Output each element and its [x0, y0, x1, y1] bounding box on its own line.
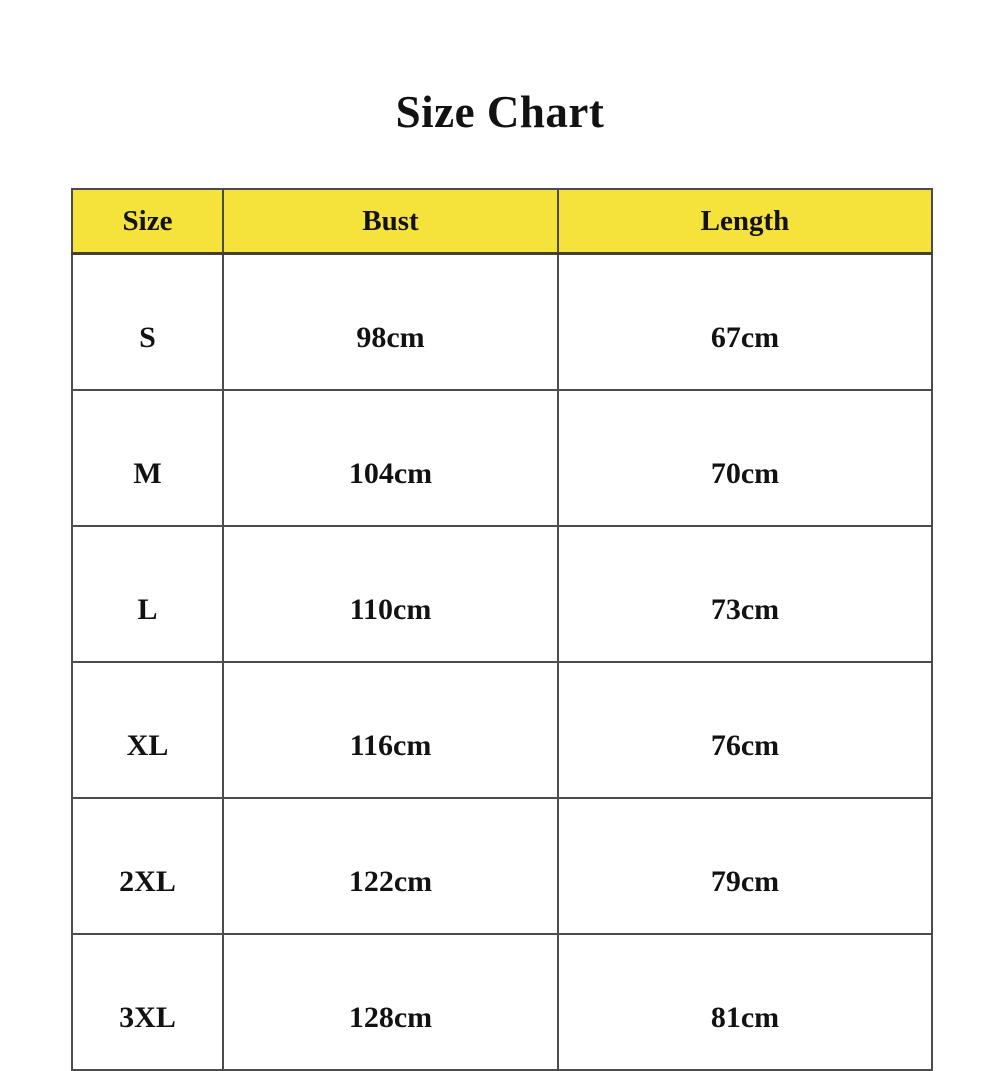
- length-cell: 81cm: [558, 934, 932, 1070]
- length-cell: 67cm: [558, 254, 932, 391]
- column-header-size: Size: [72, 189, 223, 254]
- table-row: [72, 390, 932, 526]
- length-cell: 70cm: [558, 390, 932, 526]
- size-cell: 2XL: [72, 798, 223, 934]
- length-cell: 73cm: [558, 526, 932, 662]
- table-row: [72, 254, 932, 391]
- table-row: [72, 798, 932, 934]
- bust-cell: 122cm: [223, 798, 558, 934]
- column-header-bust: Bust: [223, 189, 558, 254]
- bust-cell: 104cm: [223, 390, 558, 526]
- table-row: [72, 934, 932, 1070]
- column-header-length: Length: [558, 189, 932, 254]
- bust-cell: 110cm: [223, 526, 558, 662]
- page-title: Size Chart: [395, 87, 605, 137]
- size-cell: 3XL: [72, 934, 223, 1070]
- length-cell: 79cm: [558, 798, 932, 934]
- size-cell: XL: [72, 662, 223, 798]
- size-cell: L: [72, 526, 223, 662]
- bust-cell: 116cm: [223, 662, 558, 798]
- size-cell: S: [72, 254, 223, 391]
- size-chart-table: [71, 188, 933, 1071]
- size-cell: M: [72, 390, 223, 526]
- bust-cell: 128cm: [223, 934, 558, 1070]
- table-row: [72, 526, 932, 662]
- table-row: [72, 662, 932, 798]
- bust-cell: 98cm: [223, 254, 558, 391]
- table-header-row: [72, 189, 932, 254]
- length-cell: 76cm: [558, 662, 932, 798]
